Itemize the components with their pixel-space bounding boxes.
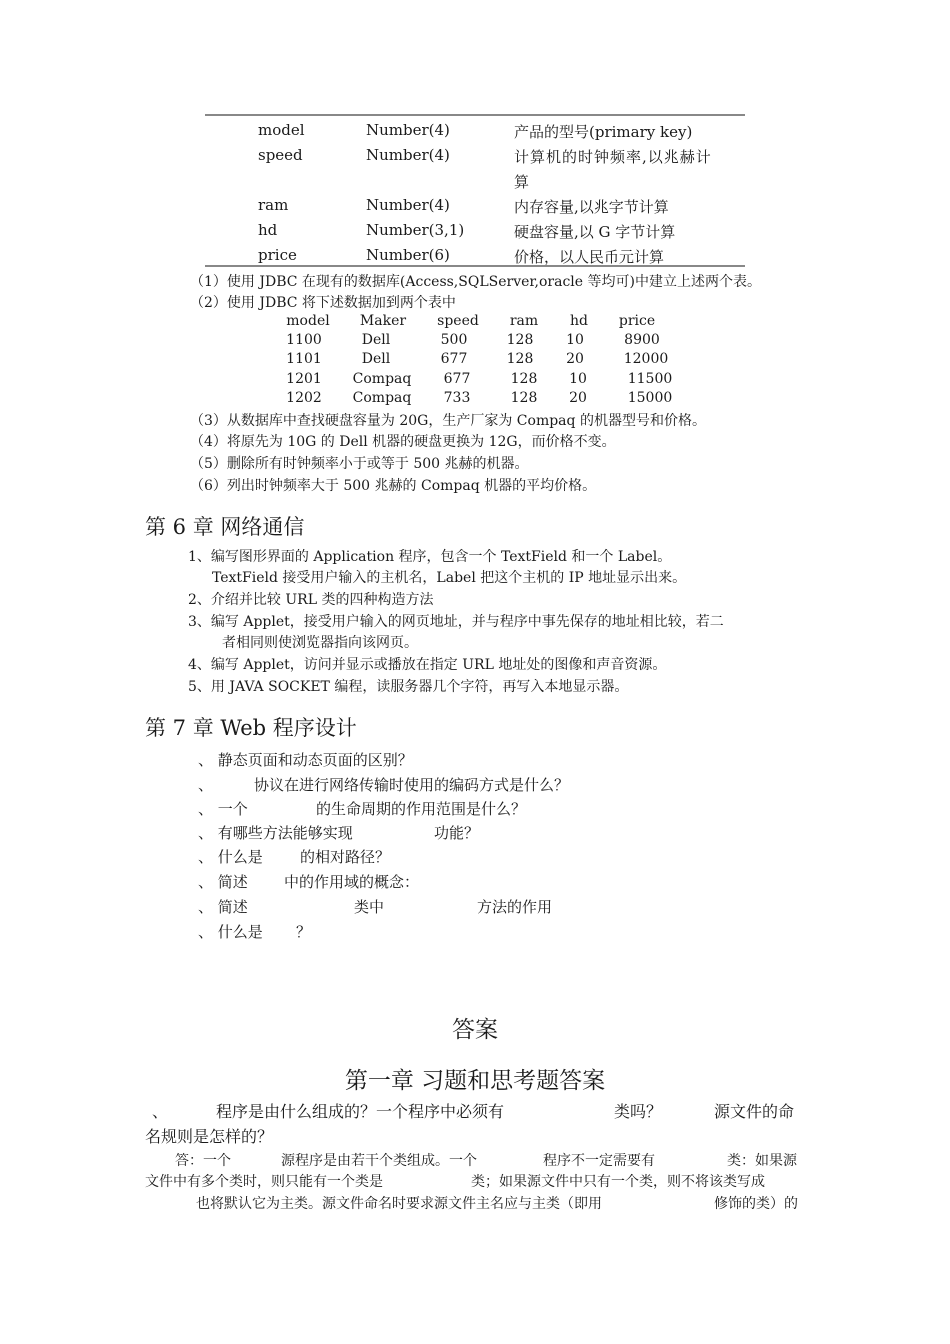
column-header: hd [570,313,588,329]
table-top-rule [205,114,745,116]
table-cell: Compaq [352,390,412,406]
answer-line: 文件中有多个类时，则只能有一个类是 [145,1174,383,1190]
table-cell: 1100 [286,332,322,348]
table-cell: 677 [443,371,471,387]
table-cell: Dell [361,332,391,348]
field-desc: 产品的型号(primary key) [514,123,693,141]
chapter-6-heading: 第 6 章 网络通信 [145,515,305,539]
chapter-6-item: 3、编写 Applet，接受用户输入的网页地址，并与程序中事先保存的地址相比较，若二 [188,614,724,630]
question-text: 、 简述 [198,873,248,891]
chapter-6-item: 者相同则使浏览器指向该网页。 [222,635,418,651]
field-name: hd [258,221,278,239]
column-header: price [618,313,656,329]
field-desc: 内存容量,以兆字节计算 [514,198,669,216]
field-desc-continued: 算 [514,173,530,191]
answer-line: 也将默认它为主类。源文件命名时要求源文件主名应与主类（即用 [196,1196,602,1212]
chapter-7-heading: 第 7 章 Web 程序设计 [145,716,357,740]
chapter-6-item: TextField 接受用户输入的主机名，Label 把这个主机的 IP 地址显示出来。 [212,570,687,586]
answer-line: 源程序是由若干个类组成。一个 [281,1153,477,1169]
chapter-6-item: 4、编写 Applet，访问并显示或播放在指定 URL 地址处的图像和声音资源。 [188,657,667,673]
field-name: ram [258,196,289,214]
table-cell: 128 [510,390,538,406]
field-type: Number(6) [366,246,450,264]
answer-line: 修饰的类）的 [714,1196,798,1212]
question-text: 协议在进行网络传输时使用的编码方式是什么？ [254,776,570,794]
table-cell: 500 [440,332,468,348]
question-text: 、 [198,776,214,794]
table-cell: 10 [569,371,587,387]
question-text: 、 静态页面和动态页面的区别？ [198,751,413,769]
table-cell: 20 [569,390,587,406]
table-cell: 1101 [286,351,322,367]
table-cell: 12000 [623,351,669,367]
table-cell: 128 [510,371,538,387]
column-header: ram [509,313,539,329]
field-name: price [258,246,297,264]
answers-chapter-title: 第一章 习题和思考题答案 [344,1068,606,1094]
table-cell: 733 [443,390,471,406]
question-text: 中的作用域的概念： [284,873,420,891]
question-text: 源文件的命 [714,1102,795,1121]
question-text: 名规则是怎样的？ [145,1127,274,1146]
question-text: 功能？ [434,824,480,842]
field-name: speed [258,146,303,164]
task-4: （4）将原先为 10G 的 Dell 机器的硬盘更换为 12G，而价格不变。 [190,434,616,450]
field-name: model [258,121,305,139]
question-text: 、 什么是 [198,848,263,866]
question-text: 、 简述 [198,898,248,916]
table-cell: Compaq [352,371,412,387]
column-header: Maker [359,313,407,329]
table-cell: 1201 [286,371,322,387]
chapter-6-item: 1、编写图形界面的 Application 程序，包含一个 TextField 和一个 Label。 [188,549,672,565]
table-cell: 128 [506,332,534,348]
table-bottom-rule [205,265,745,267]
table-cell: 1202 [286,390,322,406]
question-text: 、 什么是 [198,923,263,941]
table-cell: 10 [566,332,584,348]
question-text: 、 有哪些方法能够实现 [198,824,353,842]
column-header: speed [437,313,479,329]
answer-line: 类；如果源文件中只有一个类，则不将该类写成 [471,1174,765,1190]
field-type: Number(3,1) [366,221,465,239]
field-desc: 硬盘容量,以 G 字节计算 [514,223,676,241]
question-text: 类中 [354,898,385,916]
question-text: 、 一个 [198,800,248,818]
question-text: ？ [296,923,312,941]
answer-line: 程序不一定需要有 [543,1153,655,1169]
question-text: 程序是由什么组成的？一个程序中必须有 [216,1102,505,1121]
question-text: 、 [152,1102,169,1121]
task-1: （1）使用 JDBC 在现有的数据库(Access,SQLServer,oracle 等均可)中建立上述两个表。 [190,274,761,290]
answer-line: 类：如果源 [727,1153,797,1169]
question-text: 类吗？ [614,1102,663,1121]
column-header: model [286,313,330,329]
field-type: Number(4) [366,196,450,214]
field-type: Number(4) [366,121,450,139]
chapter-6-item: 2、介绍并比较 URL 类的四种构造方法 [188,592,434,608]
question-text: 方法的作用 [477,898,553,916]
table-cell: 20 [566,351,584,367]
question-text: 的相对路径？ [300,848,391,866]
question-text: 的生命周期的作用范围是什么？ [316,800,527,818]
table-cell: 128 [506,351,534,367]
answers-heading: 答案 [452,1017,498,1043]
answer-line: 答：一个 [175,1153,231,1169]
field-desc: 价格，以人民币元计算 [514,248,665,266]
table-cell: 8900 [624,332,660,348]
task-5: （5）删除所有时钟频率小于或等于 500 兆赫的机器。 [190,456,529,472]
table-cell: 11500 [627,371,673,387]
table-cell: Dell [361,351,391,367]
task-6: （6）列出时钟频率大于 500 兆赫的 Compaq 机器的平均价格。 [190,478,597,494]
task-2: （2）使用 JDBC 将下述数据加到两个表中 [190,295,456,311]
table-cell: 677 [440,351,468,367]
chapter-6-item: 5、用 JAVA SOCKET 编程，读服务器几个字符，再写入本地显示器。 [188,679,629,695]
task-3: （3）从数据库中查找硬盘容量为 20G，生产厂家为 Compaq 的机器型号和价格。 [190,413,706,429]
field-desc: 计算机的时钟频率,以兆赫计 [514,148,712,166]
field-type: Number(4) [366,146,450,164]
table-cell: 15000 [627,390,673,406]
